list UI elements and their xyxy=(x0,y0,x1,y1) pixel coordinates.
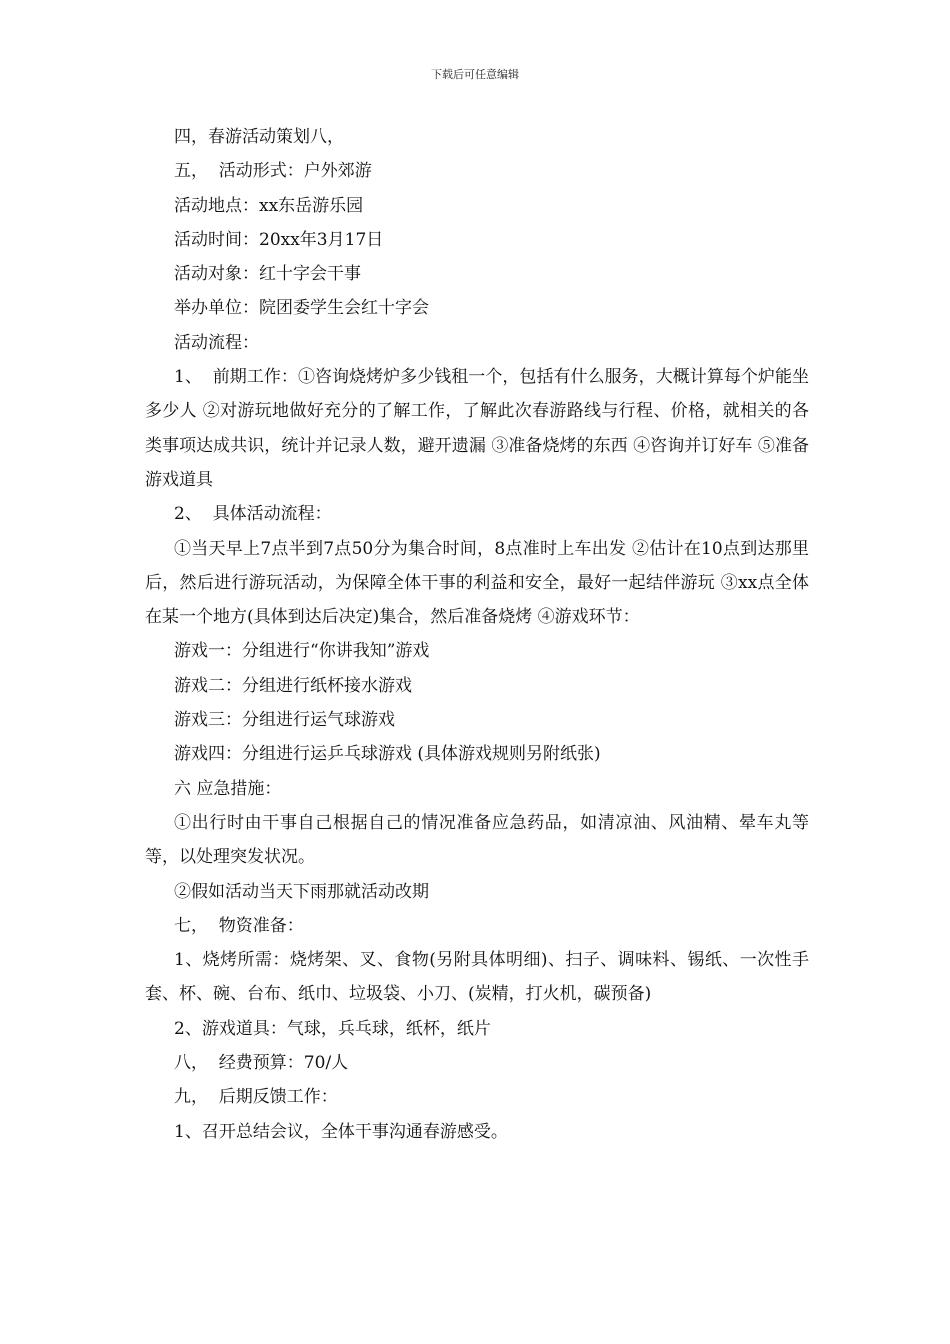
section-6-emergency: 六 应急措施： xyxy=(174,778,282,799)
game-2: 游戏二：分组进行纸杯接水游戏 xyxy=(174,675,412,696)
emergency-item-1: ①出行时由干事自己根据自己的情况准备应急药品，如清凉油、风油精、晕车丸等等，以处理突发状况。 xyxy=(145,812,809,868)
detailed-process: ①当天早上7点半到7点50分为集合时间，8点准时上车出发 ②估计在10点到达那里后，然后进行游玩活动，为保障全体干事的利益和安全，最好一起结伴游玩 ③xx点全体在某一个地方(具体到达后决定)集合，然后准备烧烤 ④游戏环节： xyxy=(145,538,809,628)
organizer: 举办单位：院团委学生会红十字会 xyxy=(174,298,429,319)
materials-games: 2、游戏道具：气球，兵乓球，纸杯，纸片 xyxy=(174,1018,491,1039)
feedback-item-1: 1、召开总结会议，全体干事沟通春游感受。 xyxy=(174,1121,508,1142)
section-7-materials: 七， 物资准备： xyxy=(174,915,304,936)
game-3: 游戏三：分组进行运气球游戏 xyxy=(174,710,395,731)
section-4-title: 四，春游活动策划八， xyxy=(174,127,344,147)
section-5-activity-form: 五， 活动形式：户外郊游 xyxy=(174,161,372,182)
game-1: 游戏一：分组进行“你讲我知”游戏 xyxy=(174,641,430,662)
game-4: 游戏四：分组进行运乒乓球游戏 (具体游戏规则另附纸张) xyxy=(174,744,601,765)
preparation-work: 1、 前期工作：①咨询烧烤炉多少钱租一个，包括有什么服务，大概计算每个炉能坐多少人 ②对游玩地做好充分的了解工作，了解此次春游路线与行程、价格，就相关的各类事项达成共识，统计并记录人数，避开遗漏 ③准备烧烤的东西 ④咨询并订好车 ⑤准备游戏道具 xyxy=(145,367,809,490)
activity-process-heading: 活动流程： xyxy=(174,332,259,353)
activity-location: 活动地点：xx东岳游乐园 xyxy=(174,195,364,216)
emergency-item-2: ②假如活动当天下雨那就活动改期 xyxy=(174,881,429,902)
section-9-feedback: 九， 后期反馈工作： xyxy=(174,1087,338,1108)
page-header-note: 下载后可任意编辑 xyxy=(431,68,519,81)
document-body xyxy=(145,120,809,1149)
detailed-process-heading: 2、 具体活动流程： xyxy=(174,504,332,525)
activity-time: 活动时间：20xx年3月17日 xyxy=(174,229,384,250)
materials-bbq: 1、烧烤所需：烧烤架、叉、食物(另附具体明细)、扫子、调味料、锡纸、一次性手套、杯、碗、台布、纸巾、垃圾袋、小刀、(炭精，打火机，碳预备) xyxy=(145,950,809,1005)
section-8-budget: 八， 经费预算：70/人 xyxy=(174,1053,349,1074)
activity-audience: 活动对象：红十字会干事 xyxy=(174,264,361,285)
